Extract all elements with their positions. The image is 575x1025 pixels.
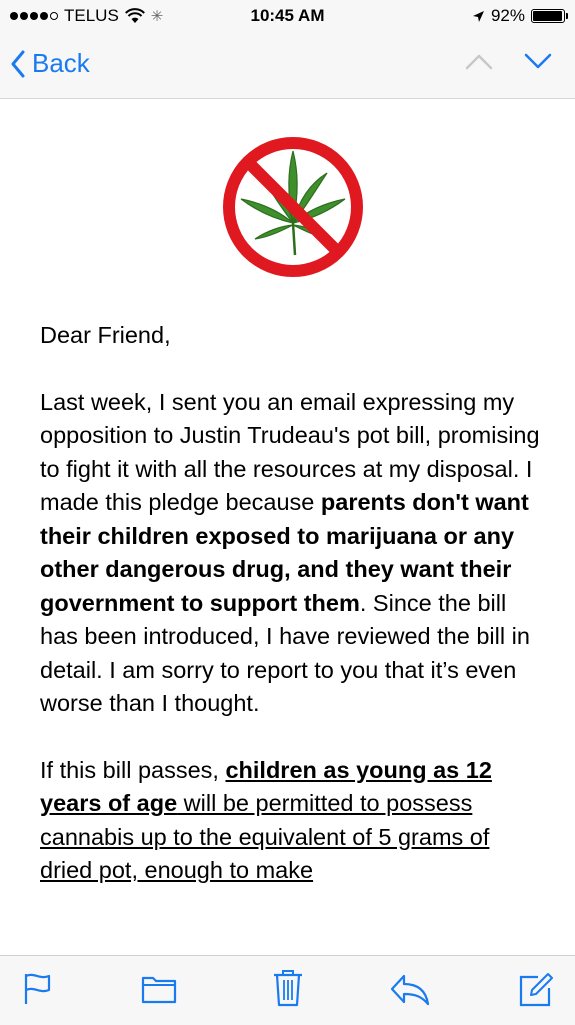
p1-text-a: Last week, I sent you an email expressing my opposition to Justin Trudeau's pot bill, promising to fight it with all the resources at my disposal. I made this pledge because (40, 388, 540, 515)
carrier-name: TELUS (64, 6, 119, 25)
activity-spinner-icon: ✳ (150, 8, 164, 25)
p2-text-a: If this bill passes, (40, 756, 226, 783)
trash-icon[interactable] (272, 968, 304, 1008)
greeting: Dear Friend, (40, 322, 171, 348)
status-time: 10:45 AM (250, 6, 325, 25)
back-label: Back (32, 48, 90, 78)
bottom-toolbar (0, 955, 575, 1025)
email-body[interactable] (0, 99, 575, 955)
p2-underlined-text: will be permitted to possess cannabis up to the equivalent of 5 grams of dried pot, enough to make (40, 790, 490, 883)
chevron-up-icon[interactable] (465, 52, 493, 70)
back-button[interactable] (10, 48, 90, 79)
p1-bold-text: parents don't want their children exposed to marijuana or any other dangerous drug, and they want their government to support them (40, 489, 529, 616)
paragraph-1 (40, 386, 545, 721)
battery-icon (531, 9, 565, 23)
chevron-down-icon[interactable] (524, 52, 552, 70)
location-arrow-icon (472, 10, 485, 23)
flag-icon[interactable] (22, 972, 52, 1006)
status-right (472, 6, 565, 26)
email-text (40, 319, 545, 921)
nav-bar (0, 34, 575, 99)
chevron-left-icon (10, 50, 26, 78)
p2-bold-underlined-text: children as young as 12 years of age (40, 756, 492, 816)
no-cannabis-sign-icon (219, 133, 367, 281)
battery-percent: 92% (490, 6, 525, 25)
compose-icon[interactable] (518, 972, 554, 1008)
folder-icon[interactable] (141, 972, 177, 1004)
p1-text-b: . Since the bill has been introduced, I have reviewed the bill in detail. I am sorry to report to you that it’s even worse than I thought. (40, 589, 530, 716)
status-bar (0, 0, 575, 34)
reply-icon[interactable] (390, 972, 430, 1006)
paragraph-2 (40, 754, 545, 888)
